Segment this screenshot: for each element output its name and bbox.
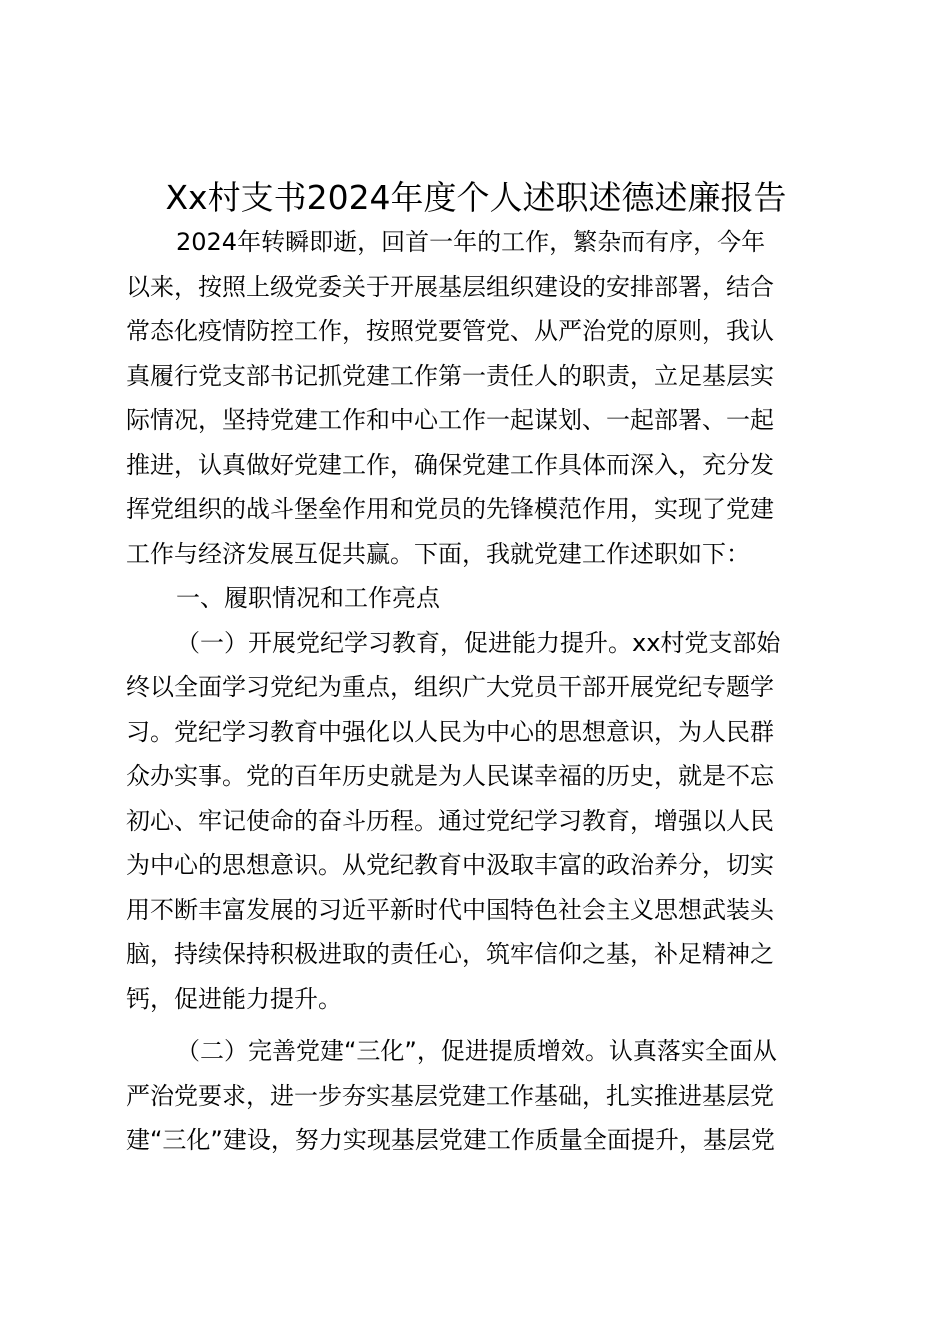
section-heading: [126, 576, 826, 621]
intro-paragraph: [126, 220, 826, 576]
paragraph-line: 推进，认真做好党建工作，确保党建工作具体而深入，充分发: [126, 450, 774, 479]
paragraph-line: 终以全面学习党纪为重点，组织广大党员干部开展党纪专题学: [126, 673, 774, 701]
paragraph-line: 习。党纪学习教育中强化以人民为中心的思想意识，为人民群: [126, 717, 774, 746]
document-title: Xx村支书2024年度个人述职述德述廉报告: [165, 178, 787, 217]
paragraph-line: 以来，按照上级党委关于开展基层组织建设的安排部署，结合: [126, 272, 774, 301]
paragraph-line: 用不断丰富发展的习近平新时代中国特色社会主义思想武装头: [126, 895, 774, 924]
paragraph-line: 众办实事。党的百年历史就是为人民谋幸福的历史，就是不忘: [126, 762, 774, 790]
subsection-1-paragraph: [126, 621, 826, 1022]
subsection-2-paragraph: [126, 1029, 826, 1163]
paragraph-line: 2024年转瞬即逝，回首一年的工作，繁杂而有序，今年: [176, 228, 766, 256]
paragraph-line: （一）开展党纪学习教育，促进能力提升。xx村党支部始: [176, 628, 781, 657]
paragraph-line: 初心、牢记使命的奋斗历程。通过党纪学习教育，增强以人民: [126, 806, 774, 835]
paragraph-line: 常态化疫情防控工作，按照党要管党、从严治党的原则，我认: [126, 317, 774, 345]
paragraph-line: 建“三化”建设，努力实现基层党建工作质量全面提升，基层党: [126, 1126, 775, 1154]
paragraph-line: 脑，持续保持积极进取的责任心，筑牢信仰之基，补足精神之: [126, 940, 774, 968]
paragraph-line: 工作与经济发展互促共赢。下面，我就党建工作述职如下：: [126, 539, 750, 568]
paragraph-line: 挥党组织的战斗堡垒作用和党员的先锋模范作用，实现了党建: [126, 495, 774, 523]
paragraph-line: 际情况，坚持党建工作和中心工作一起谋划、一起部署、一起: [126, 406, 774, 434]
paragraph-line: （二）完善党建“三化”，促进提质增效。认真落实全面从: [176, 1037, 777, 1065]
paragraph-line: 严治党要求，进一步夯实基层党建工作基础，扎实推进基层党: [126, 1081, 774, 1110]
section-heading-text: 一、履职情况和工作亮点: [176, 584, 440, 612]
paragraph-line: 为中心的思想意识。从党纪教育中汲取丰富的政治养分，切实: [126, 851, 774, 879]
paragraph-line: 真履行党支部书记抓党建工作第一责任人的职责，立足基层实: [126, 361, 774, 390]
paragraph-line: 钙，促进能力提升。: [126, 984, 342, 1013]
document-page: [126, 176, 826, 1163]
